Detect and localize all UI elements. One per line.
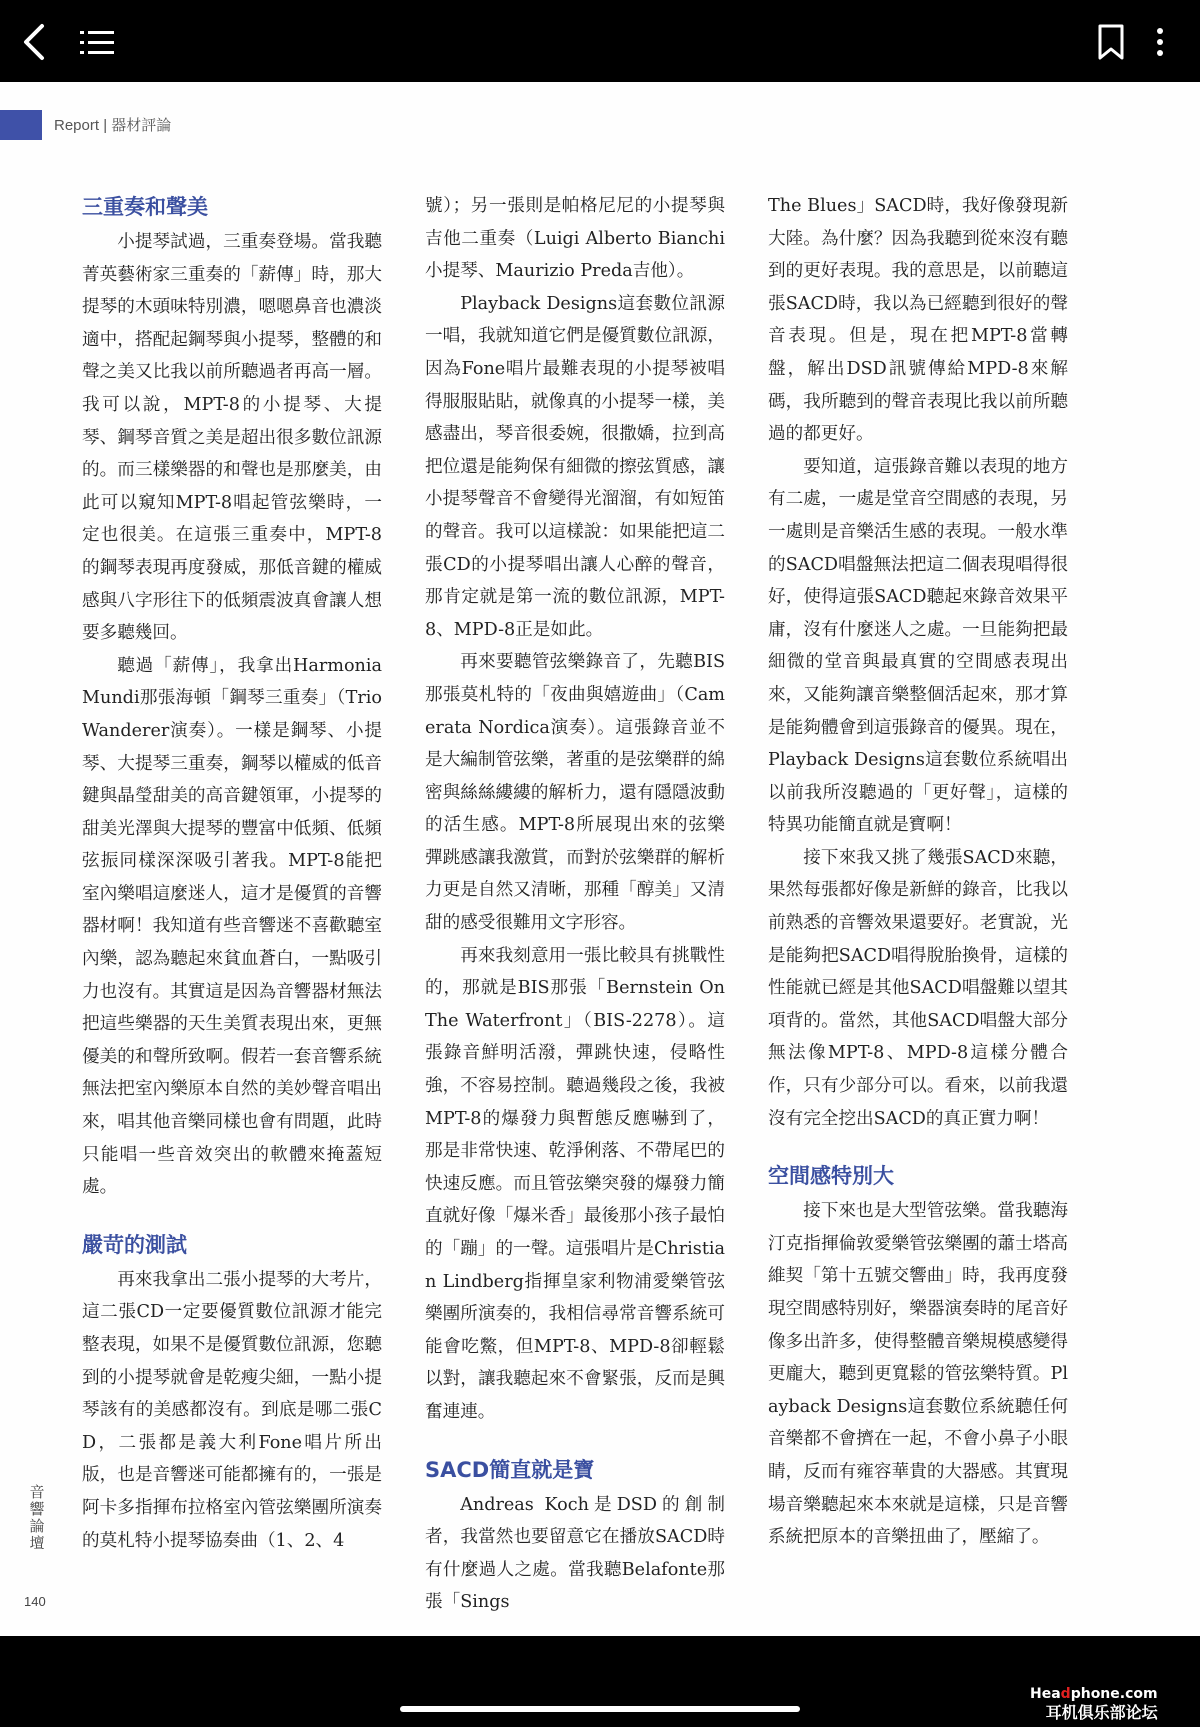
- paragraph: 接下來我又挑了幾張SACD來聽，果然每張都好像是新鮮的錄音，比我以前熟悉的音響效果還要好。老實說，光是能夠把SACD唱得脫胎換骨，這樣的性能就已經是其他SACD唱盤難以望其項背的。當然，其他SACD唱盤大部分無法像MPT-8、MPD-8這樣分體合作，只有少部分可以。看來，以前我還沒有完全挖出SACD的真正實力啊！: [768, 847, 1068, 1129]
- back-button[interactable]: [20, 22, 50, 62]
- section-heading: 嚴苛的測試: [82, 1232, 187, 1257]
- paragraph: 接下來也是大型管弦樂。當我聽海汀克指揮倫敦愛樂管弦樂團的蕭士塔高維契「第十五號交響曲」時，我再度發現空間感特別好，樂器演奏時的尾音好像多出許多，使得整體音樂規模感變得更龐大，聽到更寬鬆的管弦樂特質。Playback Designs這套數位系統聽任何音樂都不會擠在一起，不會小鼻子小眼睛，反而有雍容華貴的大器感。其實現場音樂聽起來本來就是這樣，只是音響系統把原本的音樂扭曲了，壓縮了。: [768, 1201, 1068, 1548]
- paragraph: The Blues」SACD時，我好像發現新大陸。為什麼？因為我聽到從來沒有聽到的更好表現。我的意思是，以前聽這張SACD時，我以為已經聽到很好的聲音表現。但是，現在把MPT-8當轉盤，解出DSD訊號傳給MPD-8來解碼，我所聽到的聲音表現比我以前所聽過的都更好。: [768, 196, 1068, 445]
- section-heading: 空間感特別大: [768, 1164, 894, 1189]
- paragraph: 小提琴試過，三重奏登場。當我聽菁英藝術家三重奏的「薪傳」時，那大提琴的木頭味特別濃，嗯嗯鼻音也濃淡適中，搭配起鋼琴與小提琴，整體的和聲之美又比我以前所聽過者再高一層。我可以說，MPT-8的小提琴、大提琴、鋼琴音質之美是超出很多數位訊源的。而三樣樂器的和聲也是那麼美，由此可以窺知MPT-8唱起管弦樂時，一定也很美。在這張三重奏中，MPT-8的鋼琴表現再度發威，那低音鍵的權威感與八字形往下的低頻震波真會讓人想要多聽幾回。: [82, 232, 382, 644]
- article-column-2: [425, 190, 725, 1619]
- section-heading: 三重奏和聲美: [82, 195, 208, 219]
- article-column-1: [82, 190, 382, 1557]
- paragraph: Andreas Koch是DSD的創制者，我當然也要留意它在播放SACD時有什麼過人之處。當我聽Belafonte那張「Sings: [425, 1494, 725, 1613]
- section-accent-bar: [0, 110, 42, 140]
- chevron-left-icon: [20, 22, 50, 62]
- site-watermark: Headphone.com 耳机俱乐部论坛: [1030, 1686, 1158, 1722]
- paragraph: 再來我拿出二張小提琴的大考片，這二張CD一定要優質數位訊源才能完整表現，如果不是優質數位訊源，您聽到的小提琴就會是乾瘦尖細，一點小提琴該有的美感都沒有。到底是哪二張CD，二張都是義大利Fone唱片所出版，也是音響迷可能都擁有的，一張是阿卡多指揮布拉格室內管弦樂團所演奏的莫札特小提琴協奏曲（1、2、4: [82, 1269, 382, 1551]
- paragraph: 再來我刻意用一張比較具有挑戰性的，那就是BIS那張「Bernstein On The Waterfront」（BIS-2278）。這張錄音鮮明活潑，彈跳快速，侵略性強，不容易控制。聽過幾段之後，我被MPT-8的爆發力與暫態反應嚇到了，那是非常快速、乾淨俐落、不帶尾巴的快速反應。而且管弦樂突發的爆發力簡直就好像「爆米香」最後那小孩子最怕的「蹦」的一聲。這張唱片是Christian Lindberg指揮皇家利物浦愛樂管弦樂團所演奏的，我相信尋常音響系統可能會吃鱉，但MPT-8、MPD-8卻輕鬆以對，讓我聽起來不會緊張，反而是興奮連連。: [425, 945, 725, 1422]
- home-indicator[interactable]: [400, 1706, 800, 1712]
- paragraph: 聽過「薪傳」，我拿出Harmonia Mundi那張海頓「鋼琴三重奏」（Trio Wanderer演奏）。一樣是鋼琴、小提琴、大提琴三重奏，鋼琴以權威的低音鍵與晶瑩甜美的高音鍵領軍，小提琴的甜美光澤與大提琴的豐富中低頻、低頻弦振同樣深深吸引著我。MPT-8能把室內樂唱這麼迷人，這才是優質的音響器材啊！我知道有些音響迷不喜歡聽室內樂，認為聽起來貧血蒼白，一點吸引力也沒有。其實這是因為音響器材無法把這些樂器的天生美質表現出來，更無優美的和聲所致啊。假若一套音響系統無法把室內樂原本自然的美妙聲音唱出來，唱其他音樂同樣也會有問題，此時只能唱一些音效突出的軟體來掩蓋短處。: [82, 655, 382, 1198]
- paragraph: Playback Designs這套數位訊源一唱，我就知道它們是優質數位訊源，因為Fone唱片最難表現的小提琴被唱得服服貼貼，就像真的小提琴一樣，美感盡出，琴音很委婉，很撒嬌，拉到高把位還是能夠保有細微的擦弦質感，讓小提琴聲音不會變得光溜溜，有如短笛的聲音。我可以這樣說：如果能把這二張CD的小提琴唱出讓人心醉的聲音，那肯定就是第一流的數位訊源，MPT-8、MPD-8正是如此。: [425, 293, 725, 640]
- magazine-name-vertical: 音響論壇: [29, 1483, 45, 1552]
- section-header: Report | 器材評論: [54, 117, 172, 134]
- magazine-page: [0, 82, 1200, 1636]
- top-toolbar: [0, 0, 1200, 82]
- paragraph: 再來要聽管弦樂錄音了，先聽BIS那張莫札特的「夜曲與嬉遊曲」（Camerata Nordica演奏）。這張錄音並不是大編制管弦樂，著重的是弦樂群的綿密與絲絲縷縷的解析力，還有隱隱波動的活生感。MPT-8所展現出來的弦樂彈跳感讓我激賞，而對於弦樂群的解析力更是自然又清晰，那種「醇美」又清甜的感受很難用文字形容。: [425, 652, 725, 934]
- bookmark-icon: [1096, 22, 1126, 62]
- page-number: 140: [24, 1594, 46, 1609]
- paragraph: 號）；另一張則是帕格尼尼的小提琴與吉他二重奏（Luigi Alberto Bianchi小提琴、Maurizio Preda吉他）。: [425, 196, 725, 282]
- more-options-button[interactable]: [1150, 22, 1170, 62]
- bookmark-button[interactable]: [1096, 22, 1126, 62]
- article-column-3: [768, 190, 1068, 1554]
- more-vertical-icon: [1150, 22, 1170, 62]
- section-heading: SACD簡直就是寶: [425, 1457, 595, 1482]
- paragraph: 要知道，這張錄音難以表現的地方有二處，一處是堂音空間感的表現，另一處則是音樂活生感的表現。一般水準的SACD唱盤無法把這二個表現唱得很好，使得這張SACD聽起來錄音效果平庸，沒有什麼迷人之處。一旦能夠把最細微的堂音與最真實的空間感表現出來，又能夠讓音樂整個活起來，那才算是能夠體會到這張錄音的優異。現在，Playback Designs這套數位系統唱出以前我所沒聽過的「更好聲」，這樣的特異功能簡直就是寶啊！: [768, 456, 1068, 836]
- list-icon: [80, 22, 114, 62]
- table-of-contents-button[interactable]: [80, 22, 114, 62]
